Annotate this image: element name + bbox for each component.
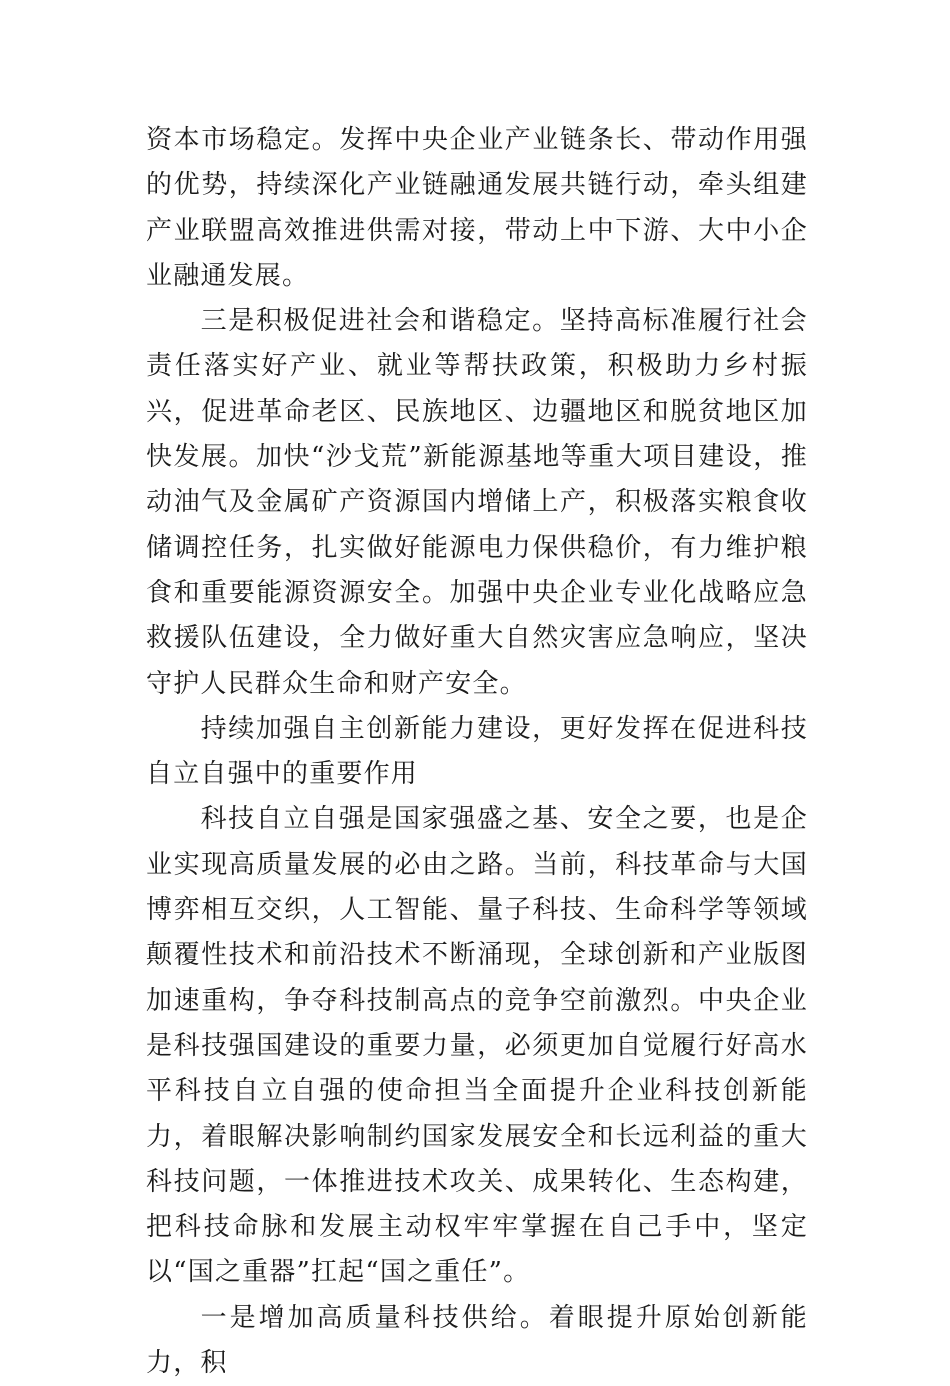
- paragraph-social-stability: 三是积极促进社会和谐稳定。坚持高标准履行社会责任落实好产业、就业等帮扶政策，积极助力乡村振兴，促进革命老区、民族地区、边疆地区和脱贫地区加快发展。加快“沙戈荒”新能源基地等重大项目建设，推动油气及金属矿产资源国内增储上产，积极落实粮食收储调控任务，扎实做好能源电力保供稳价，有力维护粮食和重要能源资源安全。加强中央企业专业化战略应急救援队伍建设，全力做好重大自然灾害应急响应，坚决守护人民群众生命和财产安全。: [146, 306, 808, 699]
- document-body: [146, 118, 808, 1386]
- paragraph-tech-self-reliance: 科技自立自强是国家强盛之基、安全之要，也是企业实现高质量发展的必由之路。当前，科技革命与大国博弈相互交织，人工智能、量子科技、生命科学等领域颠覆性技术和前沿技术不断涌现，全球创新和产业版图加速重构，争夺科技制高点的竞争空前激烈。中央企业是科技强国建设的重要力量，必须更加自觉履行好高水平科技自立自强的使命担当全面提升企业科技创新能力，着眼解决影响制约国家发展安全和长远利益的重大科技问题，一体推进技术攻关、成果转化、生态构建，把科技命脉和发展主动权牢牢掌握在自己手中，坚定以“国之重器”扛起“国之重任”。: [146, 804, 808, 1288]
- paragraph-capital-market: 资本市场稳定。发挥中央企业产业链条长、带动作用强的优势，持续深化产业链融通发展共链行动，牵头组建产业联盟高效推进供需对接，带动上中下游、大中小企业融通发展。: [146, 125, 808, 291]
- section-heading-innovation: 持续加强自主创新能力建设，更好发挥在促进科技自立自强中的重要作用: [146, 713, 808, 790]
- paragraph-tech-supply: 一是增加高质量科技供给。着眼提升原始创新能力，积: [146, 1302, 808, 1379]
